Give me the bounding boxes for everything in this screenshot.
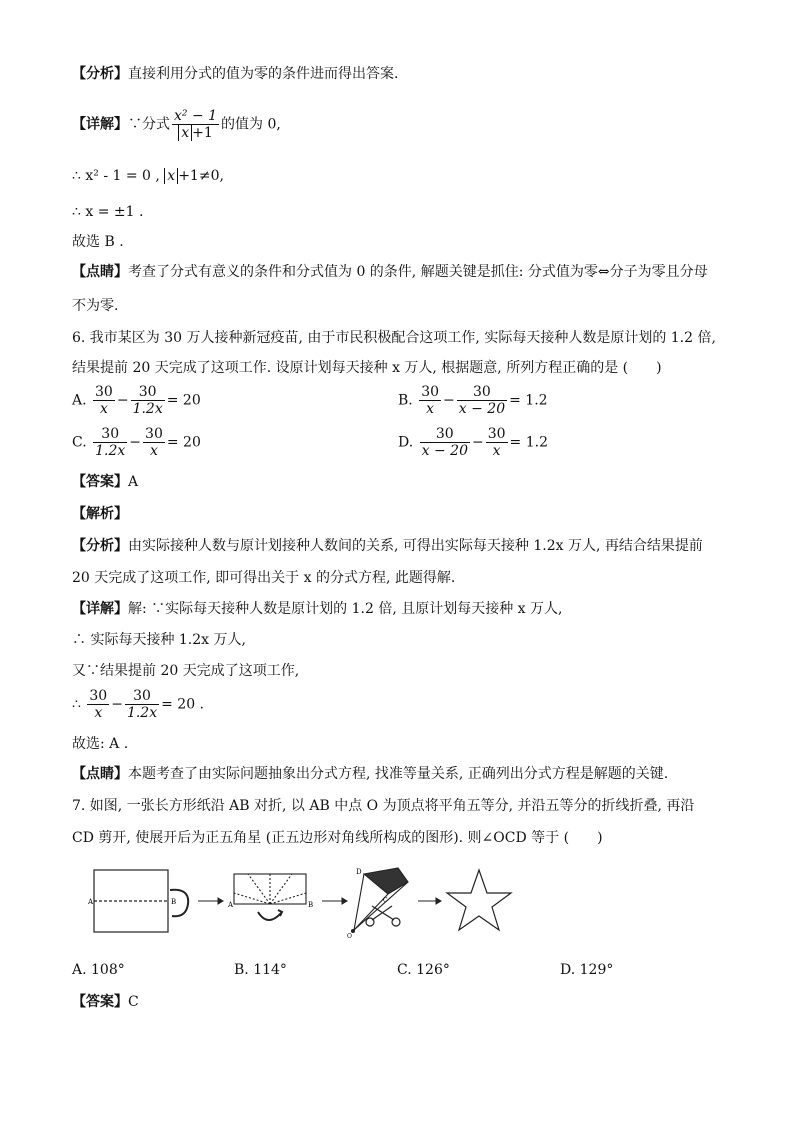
q7-option-b[interactable] <box>234 962 287 978</box>
equation-rhs: = 20 <box>166 392 201 409</box>
q5-analysis-tag: 【分析】 <box>72 66 128 82</box>
frac-numerator: 30 <box>145 426 163 442</box>
q7-answer <box>72 992 139 1012</box>
fig-label-a1: A <box>88 898 94 906</box>
frac-numerator: 30 <box>457 384 507 401</box>
q5-detail-tag: 【详解】 <box>72 116 128 133</box>
q6-stem-line2: 结果提前 20 天完成了这项工作. 设原计划每天接种 x 万人, 根据题意, 所列方程正确的是 ( ) <box>72 360 662 376</box>
fig-panel-fan-folds <box>234 874 306 920</box>
frac-numerator: 30 <box>421 384 440 400</box>
frac-denominator: x <box>492 443 501 459</box>
q5-comment <box>72 262 708 282</box>
q6-analysis <box>72 536 703 556</box>
q7-option-d-value: 129° <box>579 962 614 978</box>
q7-option-a[interactable] <box>72 962 125 978</box>
q5-fraction-numerator: x² − 1 <box>174 108 218 124</box>
q7-option-d[interactable] <box>560 962 613 978</box>
q6-option-d[interactable] <box>398 426 548 459</box>
q7-option-b-label: B. <box>234 962 249 978</box>
frac-denominator: x <box>149 443 158 459</box>
frac-numerator: 30 <box>420 426 470 443</box>
q5-step1 <box>72 166 224 186</box>
q7-answer-tag: 【答案】 <box>72 994 128 1010</box>
q6-answer <box>72 472 138 492</box>
arrow-icon <box>198 898 223 904</box>
fig-label-o: O <box>347 933 352 940</box>
frac-denominator: x <box>94 705 103 721</box>
q5-choice: 故选 B . <box>72 234 124 250</box>
q6-option-d-label: D. <box>398 434 414 451</box>
q6-solution-tag: 【解析】 <box>72 506 128 522</box>
fig-label-b2: B <box>308 901 314 909</box>
q7-option-a-label: A. <box>72 962 87 978</box>
scissors-icon <box>366 906 400 926</box>
equation-rhs: = 20 . <box>161 696 205 713</box>
frac-numerator: 30 <box>93 426 127 443</box>
equation-rhs: = 1.2 <box>509 392 548 409</box>
q5-fraction-den-rest: +1 <box>192 125 213 141</box>
q5-step1-b: +1≠0, <box>178 168 224 184</box>
q6-detail <box>72 599 562 619</box>
q6-option-a[interactable] <box>72 384 201 417</box>
minus-sign: − <box>111 696 123 713</box>
five-pointed-star-icon <box>447 870 511 930</box>
therefore-sign: ∴ <box>72 696 81 713</box>
q5-fraction-abs: x <box>178 125 192 141</box>
q7-option-c[interactable] <box>397 962 450 978</box>
q6-stem-line1: 6. 我市某区为 30 万人接种新冠疫苗, 由于市民积极配合这项工作, 实际每天接种人数是原计划的 1.2 倍, <box>72 330 716 346</box>
frac-denominator: x <box>99 401 108 417</box>
q7-stem-line1: 7. 如图, 一张长方形纸沿 AB 对折, 以 AB 中点 O 为顶点将平角五等分, 并沿五等分的折线折叠, 再沿 <box>72 798 695 814</box>
q6-equation <box>72 688 204 721</box>
q5-detail-post: 的值为 0, <box>221 116 281 133</box>
q7-option-c-value: 126° <box>416 962 450 978</box>
equation-rhs: = 1.2 <box>509 434 548 451</box>
minus-sign: − <box>471 434 484 451</box>
q7-option-c-label: C. <box>397 962 412 978</box>
q5-comment-tag: 【点睛】 <box>72 264 128 280</box>
q5-fraction <box>172 108 219 141</box>
q7-option-d-label: D. <box>560 962 576 978</box>
q6-option-a-label: A. <box>72 392 87 409</box>
fig-label-a2: A <box>228 901 234 909</box>
q6-option-b[interactable] <box>398 384 548 417</box>
q5-comment-text1: 考查了分式有意义的条件和分式值为 0 的条件, 解题关键是抓住: 分式值为零⇔分子为零且分母 <box>128 264 708 280</box>
q7-figure <box>72 860 532 940</box>
frac-numerator: 30 <box>95 384 113 400</box>
q6-option-c-label: C. <box>72 434 87 451</box>
q6-option-b-label: B. <box>398 392 413 409</box>
q6-comment <box>72 764 668 784</box>
q6-detail-tag: 【详解】 <box>72 601 128 617</box>
q6-comment-text: 本题考查了由实际问题抽象出分式方程, 找准等量关系, 正确列出分式方程是解题的关键. <box>128 766 669 782</box>
q6-analysis-text1: 由实际接种人数与原计划接种人数间的关系, 可得出实际每天接种 1.2x 万人, 再结合结果提前 <box>128 538 703 554</box>
q5-analysis-text: 直接利用分式的值为零的条件进而得出答案. <box>128 66 399 82</box>
q6-detail-text: 解: ∵实际每天接种人数是原计划的 1.2 倍, 且原计划每天接种 x 万人, <box>128 601 563 617</box>
q5-detail <box>72 108 281 141</box>
minus-sign: − <box>129 434 142 451</box>
frac-numerator: 30 <box>131 384 165 401</box>
q6-option-c[interactable] <box>72 426 201 459</box>
q6-analysis-tag: 【分析】 <box>72 538 128 554</box>
q5-analysis <box>72 64 398 84</box>
q7-stem-line2: CD 剪开, 使展开后为正五角星 (正五边形对角线所构成的图形). 则∠OCD 等于 ( ) <box>72 830 603 846</box>
frac-numerator: 30 <box>89 688 108 704</box>
frac-numerator: 30 <box>487 426 506 442</box>
arrow-icon <box>418 898 441 904</box>
fig-label-b1: B <box>171 898 177 906</box>
q6-step1: ∴ 实际每天接种 1.2x 万人, <box>72 632 246 648</box>
q6-choice: 故选: A . <box>72 736 129 752</box>
minus-sign: − <box>443 392 455 409</box>
frac-denominator: x − 20 <box>458 401 506 417</box>
arrow-icon <box>322 898 347 904</box>
frac-denominator: x − 20 <box>421 443 468 459</box>
frac-numerator: 30 <box>125 688 159 705</box>
equation-rhs: = 20 <box>166 434 201 451</box>
q6-answer-value: A <box>128 474 139 490</box>
q5-step1-abs: x <box>164 168 178 184</box>
minus-sign: − <box>116 392 129 409</box>
q7-option-a-value: 108° <box>91 962 125 978</box>
q7-answer-value: C <box>128 994 139 1010</box>
fig-label-c: C <box>383 897 388 904</box>
frac-denominator: x <box>426 401 435 417</box>
q6-step2: 又∵结果提前 20 天完成了这项工作, <box>72 663 300 679</box>
q5-comment-cont: 不为零. <box>72 298 119 314</box>
fig-label-d: D <box>356 868 362 876</box>
q5-step1-a: ∴ x² - 1 = 0 , <box>72 168 160 184</box>
frac-denominator: 1.2x <box>95 443 126 459</box>
frac-denominator: 1.2x <box>132 401 163 417</box>
q7-option-b-value: 114° <box>253 962 287 978</box>
q6-comment-tag: 【点睛】 <box>72 766 128 782</box>
frac-denominator: 1.2x <box>126 705 158 721</box>
q6-analysis-cont: 20 天完成了这项工作, 即可得出关于 x 的分式方程, 此题得解. <box>72 570 456 586</box>
q5-detail-pre: ∵分式 <box>128 116 170 133</box>
q5-step2: ∴ x = ±1 . <box>72 204 144 220</box>
q6-answer-tag: 【答案】 <box>72 474 128 490</box>
